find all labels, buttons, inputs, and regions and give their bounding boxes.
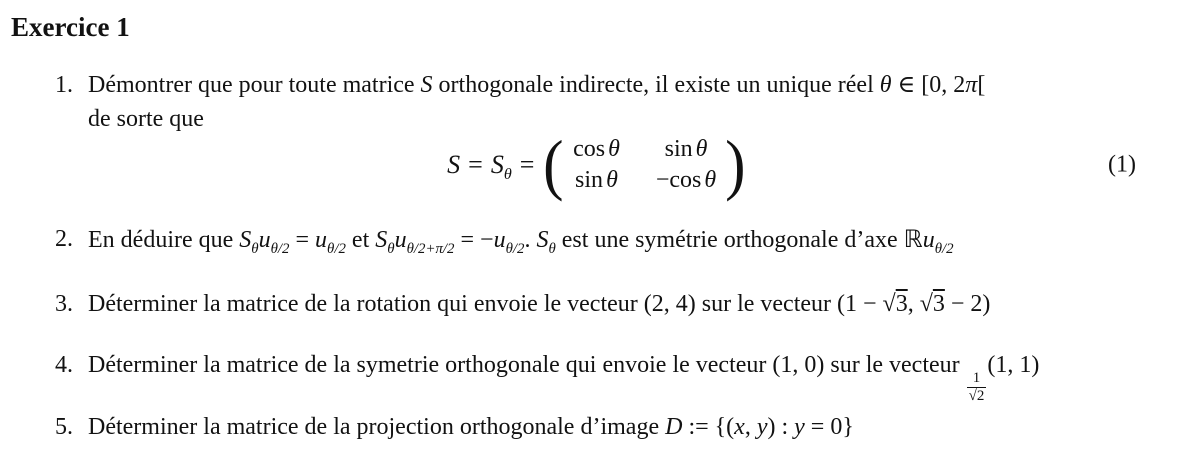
math-operator: −cos — [655, 167, 702, 193]
item-2-number: 2. — [55, 226, 73, 252]
math-variable: y — [756, 414, 768, 440]
equation-number: (1) — [1108, 151, 1136, 178]
text-run: [ — [977, 72, 986, 98]
math-operator: sin — [575, 167, 604, 193]
text-run: = 0} — [804, 414, 854, 440]
math-variable: S — [420, 72, 433, 98]
equals-minus-sign: = − — [454, 227, 494, 253]
sqrt-radical: √ — [968, 387, 977, 404]
text-run: orthogonale indirecte, il existe un unique réel — [432, 72, 880, 98]
math-variable: θ — [608, 136, 620, 162]
sqrt-radicand: 3 — [932, 291, 945, 317]
math-subscript: θ — [548, 240, 556, 257]
text-run: En déduire que — [88, 227, 240, 253]
item-1-text — [88, 68, 985, 136]
item-4-number: 4. — [55, 352, 73, 378]
math-variable: S — [490, 150, 504, 179]
list-item-4 — [55, 348, 1039, 405]
math-variable: S — [447, 150, 461, 179]
math-operator: sin — [664, 136, 693, 162]
math-subscript: θ/2 — [270, 240, 290, 257]
math-subscript: θ — [503, 166, 512, 184]
math-variable: y — [794, 414, 805, 440]
matrix-cell-12 — [665, 134, 708, 165]
item-1-number: 1. — [55, 72, 73, 98]
math-variable: θ — [606, 167, 618, 193]
matrix-cells — [573, 134, 716, 196]
list-item-5 — [55, 410, 854, 444]
text-run: , — [744, 414, 757, 440]
math-variable: π — [965, 72, 978, 98]
math-variable: u — [493, 227, 506, 253]
math-variable: x — [734, 414, 745, 440]
math-variable: u — [315, 227, 328, 253]
item-4-text — [88, 348, 1039, 405]
math-subscript: θ/2 — [934, 240, 954, 257]
text-run: et — [345, 227, 376, 253]
matrix-cell-22 — [656, 165, 716, 196]
text-run: ∈ [0, 2 — [891, 72, 966, 98]
math-subscript: θ — [387, 240, 395, 257]
display-equation-row — [0, 128, 1194, 202]
math-variable: S — [239, 227, 252, 253]
matrix — [542, 126, 746, 203]
math-subscript: θ — [251, 240, 259, 257]
equals-sign: = — [519, 150, 535, 179]
left-paren: ( — [543, 126, 564, 203]
right-paren: ) — [725, 126, 746, 203]
equals-sign: = — [289, 227, 316, 253]
math-variable: S — [375, 227, 388, 253]
item-1-line-1 — [88, 68, 985, 102]
equation — [447, 126, 747, 203]
text-run: . — [524, 227, 537, 253]
text-run: − 2) — [944, 291, 991, 317]
fraction-numerator: 1 — [972, 370, 981, 386]
math-variable: θ — [695, 136, 708, 162]
math-subscript: θ/2 — [505, 240, 525, 257]
math-variable: θ — [704, 167, 717, 193]
item-2-text — [88, 222, 954, 257]
item-3-text — [88, 287, 990, 321]
equals-sign: = — [468, 150, 483, 179]
text-run: Démontrer que pour toute matrice — [88, 72, 421, 98]
fraction — [967, 370, 987, 405]
math-subscript: θ/2+π/2 — [406, 240, 455, 257]
text-run: est une symétrie orthogonale d’axe — [555, 227, 904, 253]
blackboard-r-symbol: ℝ — [903, 225, 923, 253]
item-1-line-2: de sorte que — [88, 106, 204, 132]
math-variable: u — [258, 227, 271, 253]
sqrt-radical: √ — [919, 291, 933, 317]
list-item-3 — [55, 287, 990, 321]
math-variable: S — [536, 227, 549, 253]
math-variable: u — [922, 227, 935, 253]
item-5-number: 5. — [55, 414, 73, 440]
sqrt-radicand: 2 — [976, 387, 985, 404]
math-subscript: θ/2 — [327, 240, 346, 257]
sqrt-radical: √ — [882, 291, 896, 317]
text-run: Déterminer la matrice de la symetrie orthogonale qui envoie le vecteur (1, 0) sur le vecteur — [88, 352, 966, 378]
text-run: , — [907, 291, 920, 317]
item-5-text — [88, 410, 854, 444]
list-item-2 — [55, 222, 954, 257]
matrix-cell-21 — [575, 165, 618, 196]
sqrt-radicand: 3 — [895, 291, 908, 317]
fraction-denominator — [967, 387, 987, 405]
matrix-cell-11 — [573, 134, 620, 165]
math-variable-with-subscript — [490, 150, 512, 184]
item-3-number: 3. — [55, 291, 73, 317]
text-run: ) : — [767, 414, 795, 440]
text-run: Déterminer la matrice de la rotation qui envoie le vecteur (2, 4) sur le vecteur (1 − — [88, 291, 883, 317]
text-run: := {( — [682, 414, 735, 440]
math-variable: D — [665, 414, 683, 440]
math-variable: θ — [879, 72, 892, 98]
text-run: (1, 1) — [987, 352, 1040, 378]
list-item-1 — [55, 68, 985, 136]
exercise-title: Exercice 1 — [11, 12, 130, 42]
math-operator: cos — [573, 136, 606, 162]
math-variable: u — [394, 227, 407, 253]
text-run: Déterminer la matrice de la projection orthogonale d’image — [88, 414, 666, 440]
